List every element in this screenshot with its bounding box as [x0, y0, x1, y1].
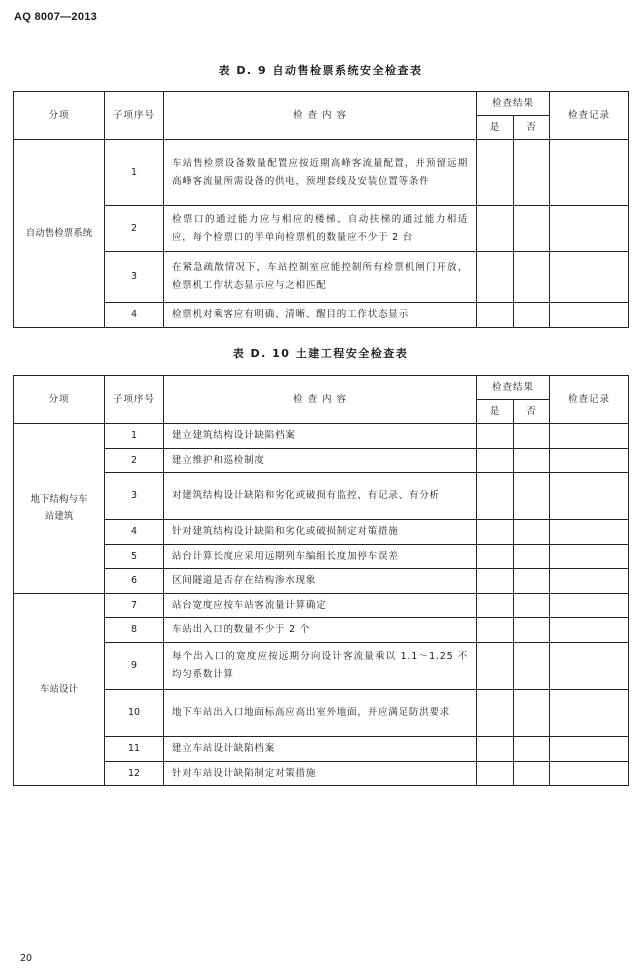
no-cell[interactable]: [514, 520, 550, 545]
header-result: 检查结果: [477, 92, 550, 116]
table-row: [14, 761, 629, 786]
yes-cell[interactable]: [477, 689, 514, 736]
yes-cell[interactable]: [477, 593, 514, 618]
table-row: [14, 593, 629, 618]
no-cell[interactable]: [514, 448, 550, 473]
category-cell: 车站设计: [14, 593, 105, 785]
table-row: [14, 520, 629, 545]
header-content: 检 查 内 容: [164, 376, 477, 424]
table-row: [14, 473, 629, 520]
index-cell: 8: [105, 618, 164, 643]
yes-cell[interactable]: [477, 206, 514, 252]
yes-cell[interactable]: [477, 642, 514, 689]
record-cell[interactable]: [550, 473, 629, 520]
table-row: [14, 206, 629, 252]
table-d10-title: 表 D. 10 土建工程安全检查表: [232, 347, 409, 360]
yes-cell[interactable]: [477, 303, 514, 328]
header-index: 子项序号: [105, 92, 164, 140]
table-row: [14, 736, 629, 761]
content-cell: 站台宽度应按车站客流量计算确定: [164, 593, 477, 618]
table-row: [14, 424, 629, 449]
record-cell[interactable]: [550, 252, 629, 303]
standard-code: AQ 8007—2013: [14, 11, 98, 23]
yes-cell[interactable]: [477, 252, 514, 303]
no-cell[interactable]: [514, 761, 550, 786]
content-cell: 对建筑结构设计缺陷和劣化或破损有监控、有记录、有分析: [164, 473, 477, 520]
record-cell[interactable]: [550, 569, 629, 594]
content-cell: 检票口的通过能力应与相应的楼梯、自动扶梯的通过能力相适应，每个检票口的半单向检票机的数量应不少于 2 台: [164, 206, 477, 252]
record-cell[interactable]: [550, 689, 629, 736]
header-yes: 是: [477, 116, 514, 140]
index-cell: 12: [105, 761, 164, 786]
yes-cell[interactable]: [477, 544, 514, 569]
index-cell: 5: [105, 544, 164, 569]
content-cell: 检票机对乘客应有明确、清晰、醒目的工作状态显示: [164, 303, 477, 328]
index-cell: 6: [105, 569, 164, 594]
header-yes: 是: [477, 400, 514, 424]
no-cell[interactable]: [514, 424, 550, 449]
index-cell: 3: [105, 473, 164, 520]
record-cell[interactable]: [550, 520, 629, 545]
no-cell[interactable]: [514, 544, 550, 569]
yes-cell[interactable]: [477, 424, 514, 449]
record-cell[interactable]: [550, 303, 629, 328]
header-record: 检查记录: [550, 92, 629, 140]
table-header-row: [14, 92, 629, 116]
yes-cell[interactable]: [477, 761, 514, 786]
record-cell[interactable]: [550, 544, 629, 569]
header-content: 检 查 内 容: [164, 92, 477, 140]
header-index: 子项序号: [105, 376, 164, 424]
index-cell: 4: [105, 520, 164, 545]
header-no: 否: [514, 400, 550, 424]
content-cell: 针对车站设计缺陷制定对策措施: [164, 761, 477, 786]
header-no: 否: [514, 116, 550, 140]
index-cell: 2: [105, 448, 164, 473]
page-number: 20: [20, 953, 33, 964]
table-d9-title: 表 D. 9 自动售检票系统安全检查表: [218, 64, 423, 77]
record-cell[interactable]: [550, 206, 629, 252]
no-cell[interactable]: [514, 140, 550, 206]
content-cell: 建立维护和巡检制度: [164, 448, 477, 473]
index-cell: 9: [105, 642, 164, 689]
yes-cell[interactable]: [477, 736, 514, 761]
table-row: [14, 303, 629, 328]
content-cell: 地下车站出入口地面标高应高出室外地面，并应满足防洪要求: [164, 689, 477, 736]
no-cell[interactable]: [514, 642, 550, 689]
table-header-row: [14, 376, 629, 400]
table-row: [14, 618, 629, 643]
header-category: 分项: [14, 92, 105, 140]
no-cell[interactable]: [514, 689, 550, 736]
no-cell[interactable]: [514, 736, 550, 761]
category-cell: 自动售检票系统: [14, 140, 105, 328]
no-cell[interactable]: [514, 303, 550, 328]
yes-cell[interactable]: [477, 448, 514, 473]
no-cell[interactable]: [514, 252, 550, 303]
yes-cell[interactable]: [477, 520, 514, 545]
yes-cell[interactable]: [477, 569, 514, 594]
content-cell: 区间隧道是否存在结构渗水现象: [164, 569, 477, 594]
index-cell: 11: [105, 736, 164, 761]
record-cell[interactable]: [550, 140, 629, 206]
yes-cell[interactable]: [477, 140, 514, 206]
content-cell: 建立车站设计缺陷档案: [164, 736, 477, 761]
no-cell[interactable]: [514, 206, 550, 252]
table-d9: [13, 91, 629, 328]
index-cell: 4: [105, 303, 164, 328]
index-cell: 2: [105, 206, 164, 252]
content-cell: 针对建筑结构设计缺陷和劣化或破损制定对策措施: [164, 520, 477, 545]
header-category: 分项: [14, 376, 105, 424]
header-result: 检查结果: [477, 376, 550, 400]
index-cell: 7: [105, 593, 164, 618]
index-cell: 1: [105, 140, 164, 206]
record-cell[interactable]: [550, 448, 629, 473]
table-row: [14, 140, 629, 206]
table-row: [14, 569, 629, 594]
index-cell: 1: [105, 424, 164, 449]
content-cell: 车站售检票设备数量配置应按近期高峰客流量配置，并预留远期高峰客流量所需设备的供电，预埋套线及安装位置等条件: [164, 140, 477, 206]
table-row: [14, 252, 629, 303]
no-cell[interactable]: [514, 473, 550, 520]
yes-cell[interactable]: [477, 618, 514, 643]
table-row: [14, 448, 629, 473]
no-cell[interactable]: [514, 618, 550, 643]
record-cell[interactable]: [550, 736, 629, 761]
content-cell: 站台计算长度应采用远期列车编组长度加停车误差: [164, 544, 477, 569]
index-cell: 10: [105, 689, 164, 736]
table-row: [14, 544, 629, 569]
category-cell: 地下结构与车站建筑: [14, 424, 105, 594]
table-d10: [13, 375, 629, 786]
record-cell[interactable]: [550, 642, 629, 689]
table-row: [14, 689, 629, 736]
content-cell: 每个出入口的宽度应按远期分向设计客流量乘以 1.1～1.25 不均匀系数计算: [164, 642, 477, 689]
content-cell: 车站出入口的数量不少于 2 个: [164, 618, 477, 643]
content-cell: 建立建筑结构设计缺陷档案: [164, 424, 477, 449]
index-cell: 3: [105, 252, 164, 303]
content-cell: 在紧急疏散情况下，车站控制室应能控制所有检票机闸门开放，检票机工作状态显示应与之相匹配: [164, 252, 477, 303]
no-cell[interactable]: [514, 593, 550, 618]
record-cell[interactable]: [550, 761, 629, 786]
record-cell[interactable]: [550, 618, 629, 643]
header-record: 检查记录: [550, 376, 629, 424]
yes-cell[interactable]: [477, 473, 514, 520]
table-row: [14, 642, 629, 689]
record-cell[interactable]: [550, 593, 629, 618]
no-cell[interactable]: [514, 569, 550, 594]
record-cell[interactable]: [550, 424, 629, 449]
